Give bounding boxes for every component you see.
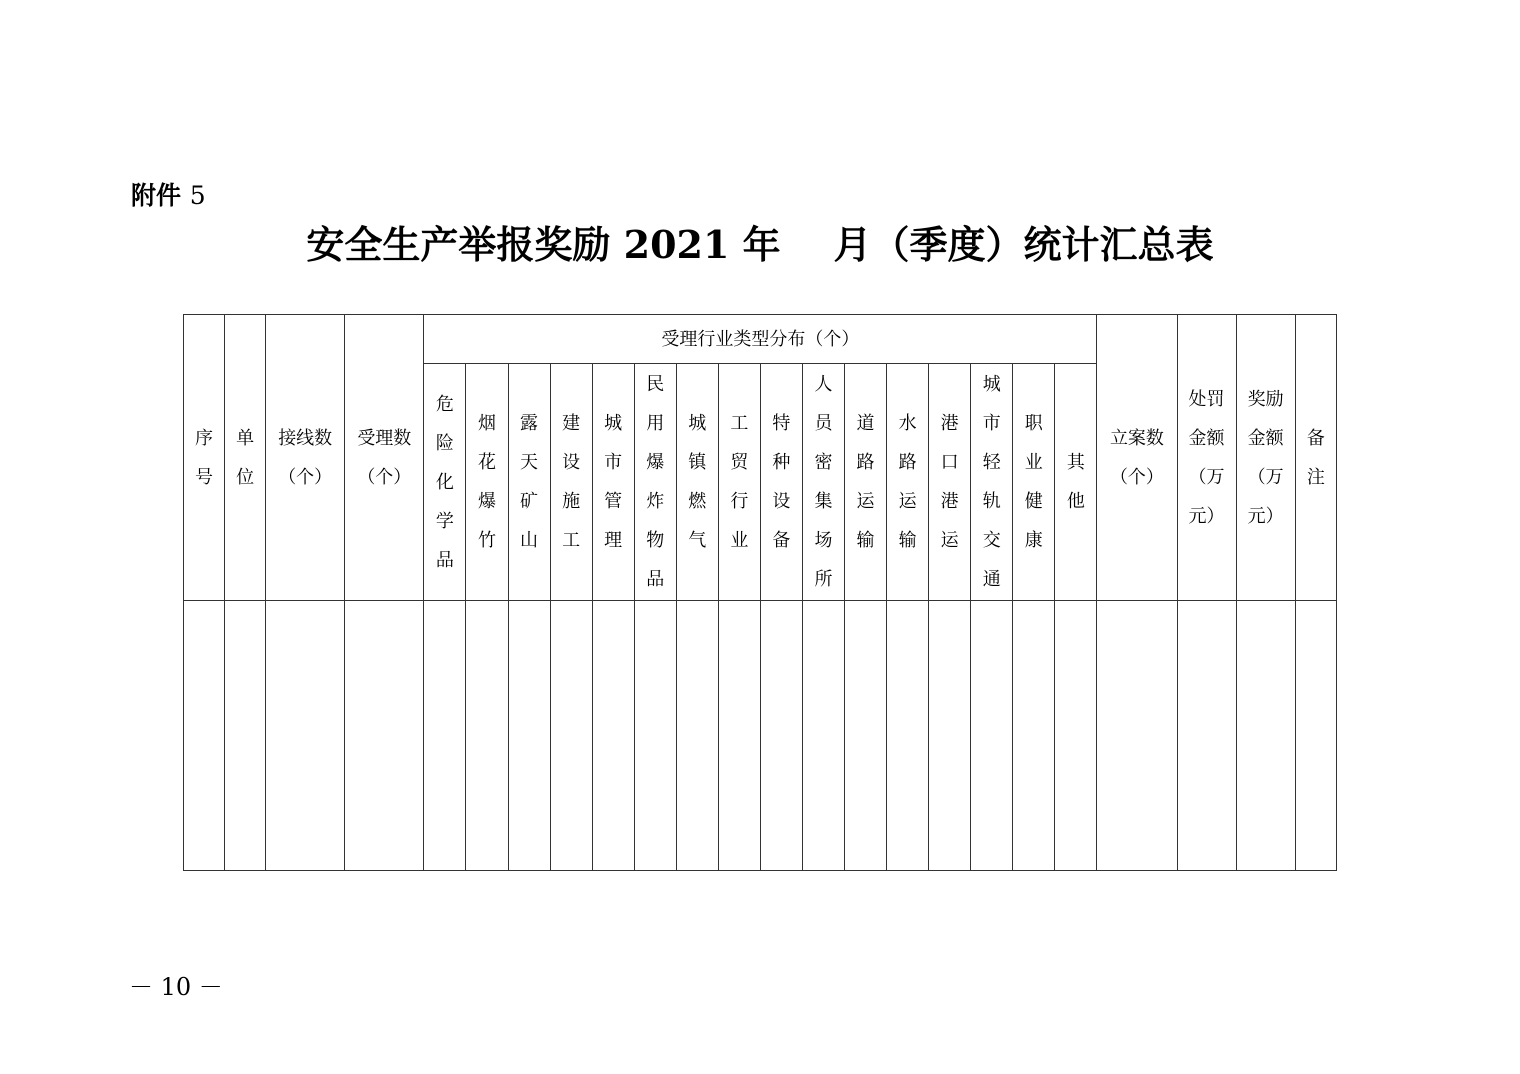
table-cell: [550, 601, 592, 871]
header-seq: 序号: [184, 315, 225, 601]
table-cell: [184, 601, 225, 871]
table-cell: [1295, 601, 1336, 871]
table-cell: [887, 601, 929, 871]
table-cell: [1055, 601, 1097, 871]
header-industry: 民用爆炸物品: [634, 364, 676, 601]
header-industry: 烟花爆竹: [466, 364, 508, 601]
header-industry: 城市管理: [592, 364, 634, 601]
header-industry: 露天矿山: [508, 364, 550, 601]
header-industry-group: 受理行业类型分布（个）: [424, 315, 1097, 364]
header-calls: 接线数（个）: [266, 315, 345, 601]
header-industry: 城市轻轨交通: [971, 364, 1013, 601]
table-cell: [1177, 601, 1236, 871]
header-industry: 城镇燃气: [676, 364, 718, 601]
header-industry: 工贸行业: [718, 364, 760, 601]
page-number: － 10 －: [129, 973, 223, 1001]
table-cell: [266, 601, 345, 871]
table-cell: [845, 601, 887, 871]
header-industry: 其他: [1055, 364, 1097, 601]
table-cell: [718, 601, 760, 871]
table-cell: [345, 601, 424, 871]
header-industry: 人员密集场所: [802, 364, 844, 601]
header-industry: 水路运输: [887, 364, 929, 601]
header-industry: 建设施工: [550, 364, 592, 601]
table-cell: [760, 601, 802, 871]
attachment-label: 附件 5: [131, 181, 206, 210]
header-penalty: 处罚金额（万元）: [1177, 315, 1236, 601]
table-cell: [592, 601, 634, 871]
header-industry: 特种设备: [760, 364, 802, 601]
table-cell: [1013, 601, 1055, 871]
table-cell: [466, 601, 508, 871]
header-remark: 备注: [1295, 315, 1336, 601]
table-cell: [929, 601, 971, 871]
header-industry: 危险化学品: [424, 364, 466, 601]
header-accepted: 受理数（个）: [345, 315, 424, 601]
table-cell: [971, 601, 1013, 871]
table-cell: [676, 601, 718, 871]
header-industry: 职业健康: [1013, 364, 1055, 601]
table-cell: [1236, 601, 1295, 871]
table-cell: [1097, 601, 1177, 871]
header-cases: 立案数（个）: [1097, 315, 1177, 601]
header-unit: 单位: [225, 315, 266, 601]
header-reward: 奖励金额（万元）: [1236, 315, 1295, 601]
table-cell: [508, 601, 550, 871]
table-cell: [424, 601, 466, 871]
header-industry: 港口港运: [929, 364, 971, 601]
table-cell: [634, 601, 676, 871]
statistics-table: [183, 314, 1337, 871]
table-cell: [225, 601, 266, 871]
header-industry: 道路运输: [845, 364, 887, 601]
table-cell: [802, 601, 844, 871]
table-row-blank: [184, 601, 1337, 871]
document-title: 安全生产举报奖励 2021 年 月（季度）统计汇总表: [306, 222, 1214, 267]
